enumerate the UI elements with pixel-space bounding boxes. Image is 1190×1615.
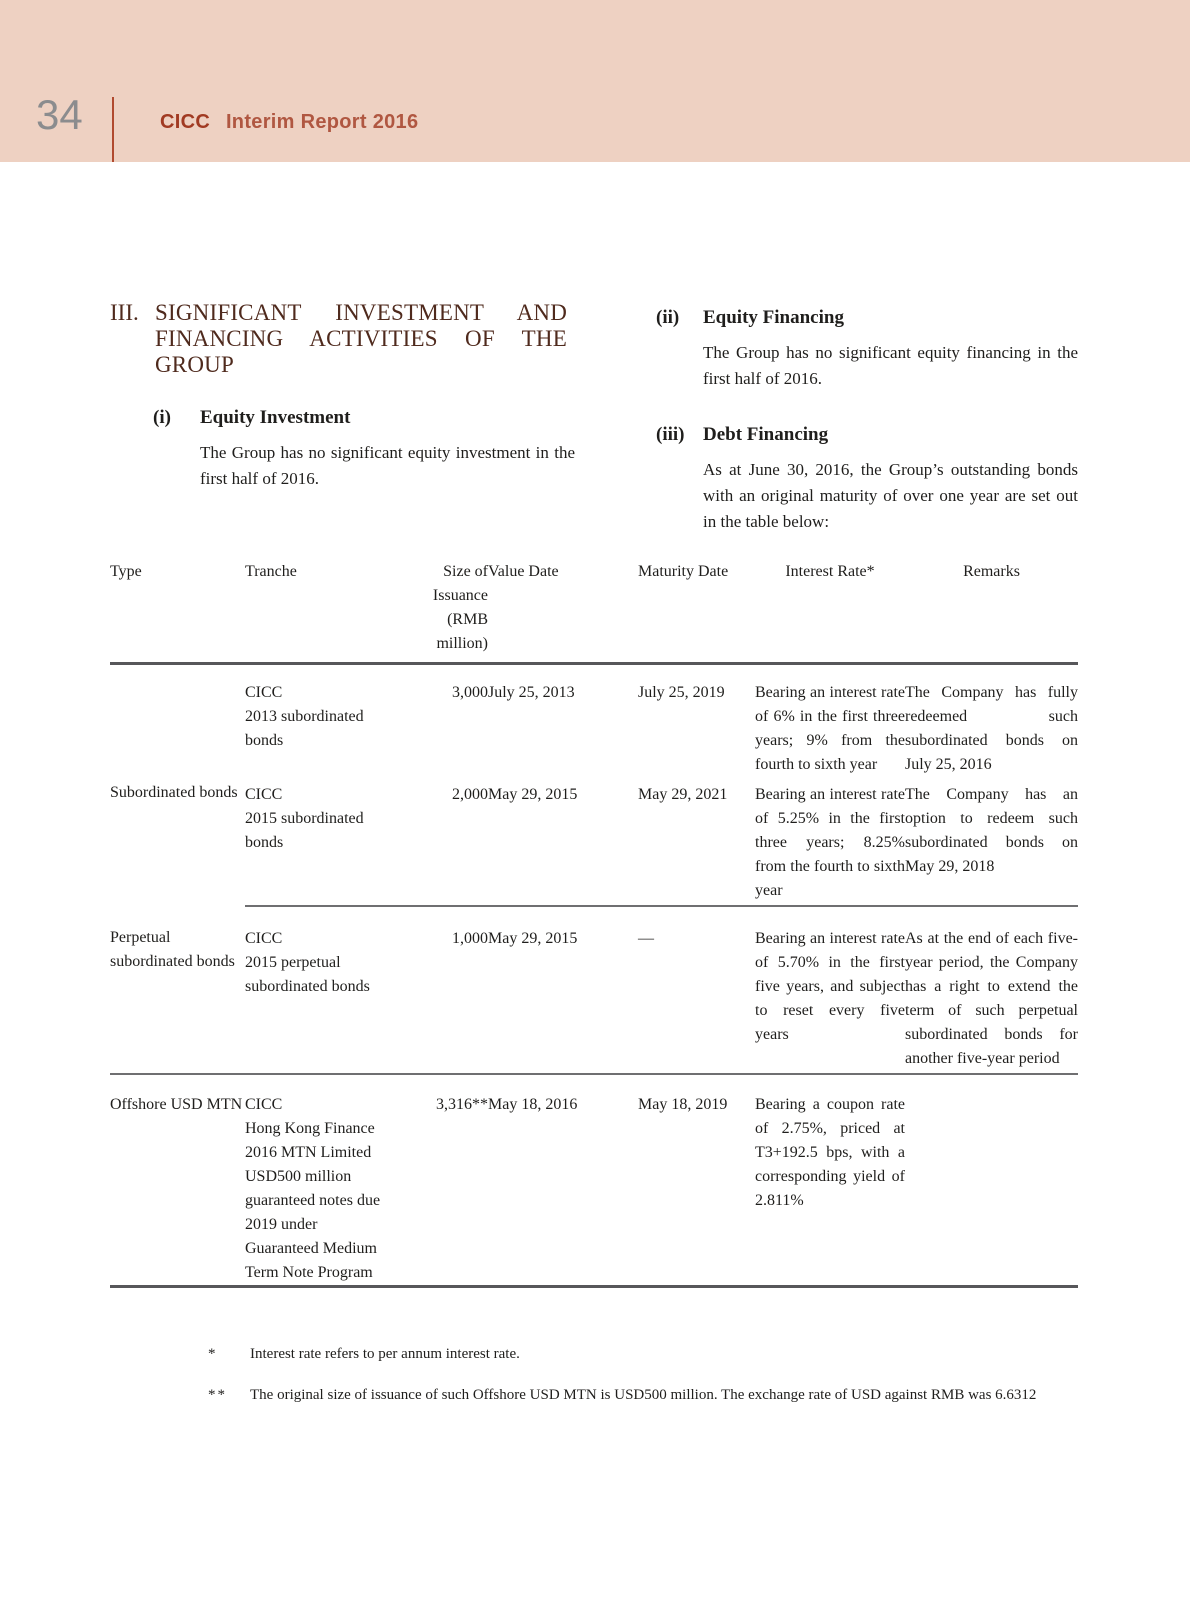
column-header-interest-rate: Interest Rate*	[755, 552, 905, 664]
table-row	[110, 664, 1078, 780]
cell-value-date: July 25, 2013	[488, 684, 575, 701]
cell-value-date: May 29, 2015	[488, 779, 638, 906]
cell-size: 2,000	[388, 779, 488, 906]
cell-remarks: The Company has fully redeemed such subordinated bonds on July 25, 2016	[905, 684, 1078, 773]
subsection-heading	[656, 423, 1080, 447]
right-column	[656, 306, 1080, 535]
report-title	[160, 110, 418, 134]
cell-type: Subordinated bonds	[110, 783, 238, 801]
table-row	[110, 1074, 1078, 1287]
column-header-size: Size of Issuance (RMB million)	[388, 552, 488, 664]
cell-remarks	[905, 1074, 1078, 1287]
column-header-tranche: Tranche	[245, 552, 388, 664]
tranche-issuer: CICC	[245, 1096, 283, 1113]
section-heading	[110, 300, 588, 378]
cell-interest-rate: Bearing an interest rate of 5.70% in the first five years, and subject to reset every five years	[755, 906, 905, 1074]
outstanding-bonds-table	[110, 552, 1078, 1288]
left-column	[110, 300, 588, 492]
brand-name: CICC	[160, 111, 211, 133]
subsection-heading	[153, 406, 588, 430]
subsection-title: Equity Investment	[200, 407, 351, 428]
subsection-title: Equity Financing	[703, 307, 844, 328]
tranche-desc: Hong Kong Finance 2016 MTN Limited USD500 million guaranteed notes due 2019 under Guaranteed Medium Term Note Program	[245, 1120, 381, 1281]
page-header-band	[0, 0, 1190, 162]
subsection-number: (ii)	[656, 307, 680, 328]
report-name: Interim Report 2016	[225, 111, 419, 133]
subsection-debt-financing	[656, 423, 1080, 535]
cell-tranche	[245, 664, 388, 780]
cell-type: Perpetual subordinated bonds	[110, 906, 245, 1074]
subsection-body: The Group has no significant equity financing in the first half of 2016.	[703, 343, 1078, 388]
cell-interest-rate: Bearing an interest rate of 6% in the first three years; 9% from the fourth to sixth year	[755, 684, 905, 773]
column-header-remarks: Remarks	[905, 552, 1078, 664]
table-row	[110, 779, 1078, 906]
cell-interest-rate: Bearing a coupon rate of 2.75%, priced at T3+192.5 bps, with a corresponding yield of 2.811%	[755, 1074, 905, 1287]
table-header	[110, 552, 1078, 664]
cell-tranche	[245, 1074, 388, 1287]
footnote-marker: **	[208, 1387, 227, 1403]
subsection-title: Debt Financing	[703, 424, 829, 445]
column-header-value-date: Value Date	[488, 552, 638, 664]
header-divider	[112, 97, 114, 162]
table-header-row	[110, 552, 1078, 664]
cell-tranche	[245, 779, 388, 906]
tranche-desc: 2015 subordinated bonds	[245, 810, 364, 851]
tranche-issuer: CICC	[245, 786, 283, 803]
subsection-body: As at June 30, 2016, the Group’s outstanding bonds with an original maturity of over one year are set out in the table below:	[703, 460, 1078, 531]
column-header-type: Type	[110, 552, 245, 664]
cell-value-date: May 29, 2015	[488, 906, 638, 1074]
cell-remarks: The Company has an option to redeem such subordinated bonds on May 29, 2018	[905, 779, 1078, 906]
table-row	[110, 906, 1078, 1074]
subsection-number: (i)	[153, 407, 171, 428]
cell-maturity-date: July 25, 2019	[638, 684, 725, 701]
cell-maturity-date: May 18, 2019	[638, 1074, 755, 1287]
footnote-text: The original size of issuance of such Offshore USD MTN is USD500 million. The exchange rate of USD against RMB was 6.6312	[250, 1387, 1037, 1403]
cell-maturity-date: —	[638, 906, 755, 1074]
tranche-desc: 2013 subordinated bonds	[245, 708, 364, 749]
cell-tranche	[245, 906, 388, 1074]
cell-interest-rate: Bearing an interest rate of 5.25% in the first three years; 8.25% from the fourth to sixth year	[755, 779, 905, 906]
subsection-body: The Group has no significant equity investment in the first half of 2016.	[200, 443, 575, 488]
tranche-desc: 2015 perpetual subordinated bonds	[245, 954, 370, 995]
footnote-text: Interest rate refers to per annum interest rate.	[250, 1346, 520, 1362]
section-title: SIGNIFICANT INVESTMENT AND FINANCING ACTIVITIES OF THE GROUP	[155, 300, 567, 377]
tranche-issuer: CICC	[245, 930, 283, 947]
subsection-number: (iii)	[656, 424, 685, 445]
subsection-equity-financing	[656, 306, 1080, 392]
page-number: 34	[36, 91, 83, 138]
tranche-issuer: CICC	[245, 684, 283, 701]
cell-remarks: As at the end of each five-year period, the Company has a right to extend the term of such perpetual subordinated bonds for another five-year period	[905, 906, 1078, 1074]
cell-size: 3,316**	[388, 1074, 488, 1287]
column-header-maturity-date: Maturity Date	[638, 552, 755, 664]
section-number: III.	[110, 300, 139, 325]
cell-type: Offshore USD MTN	[110, 1074, 245, 1287]
subsection-heading	[656, 306, 1080, 330]
footnote-marker: *	[208, 1346, 218, 1362]
cell-value-date: May 18, 2016	[488, 1074, 638, 1287]
subsection-equity-investment	[153, 406, 588, 492]
cell-size: 3,000	[452, 684, 488, 701]
cell-maturity-date: May 29, 2021	[638, 779, 755, 906]
cell-size: 1,000	[388, 906, 488, 1074]
